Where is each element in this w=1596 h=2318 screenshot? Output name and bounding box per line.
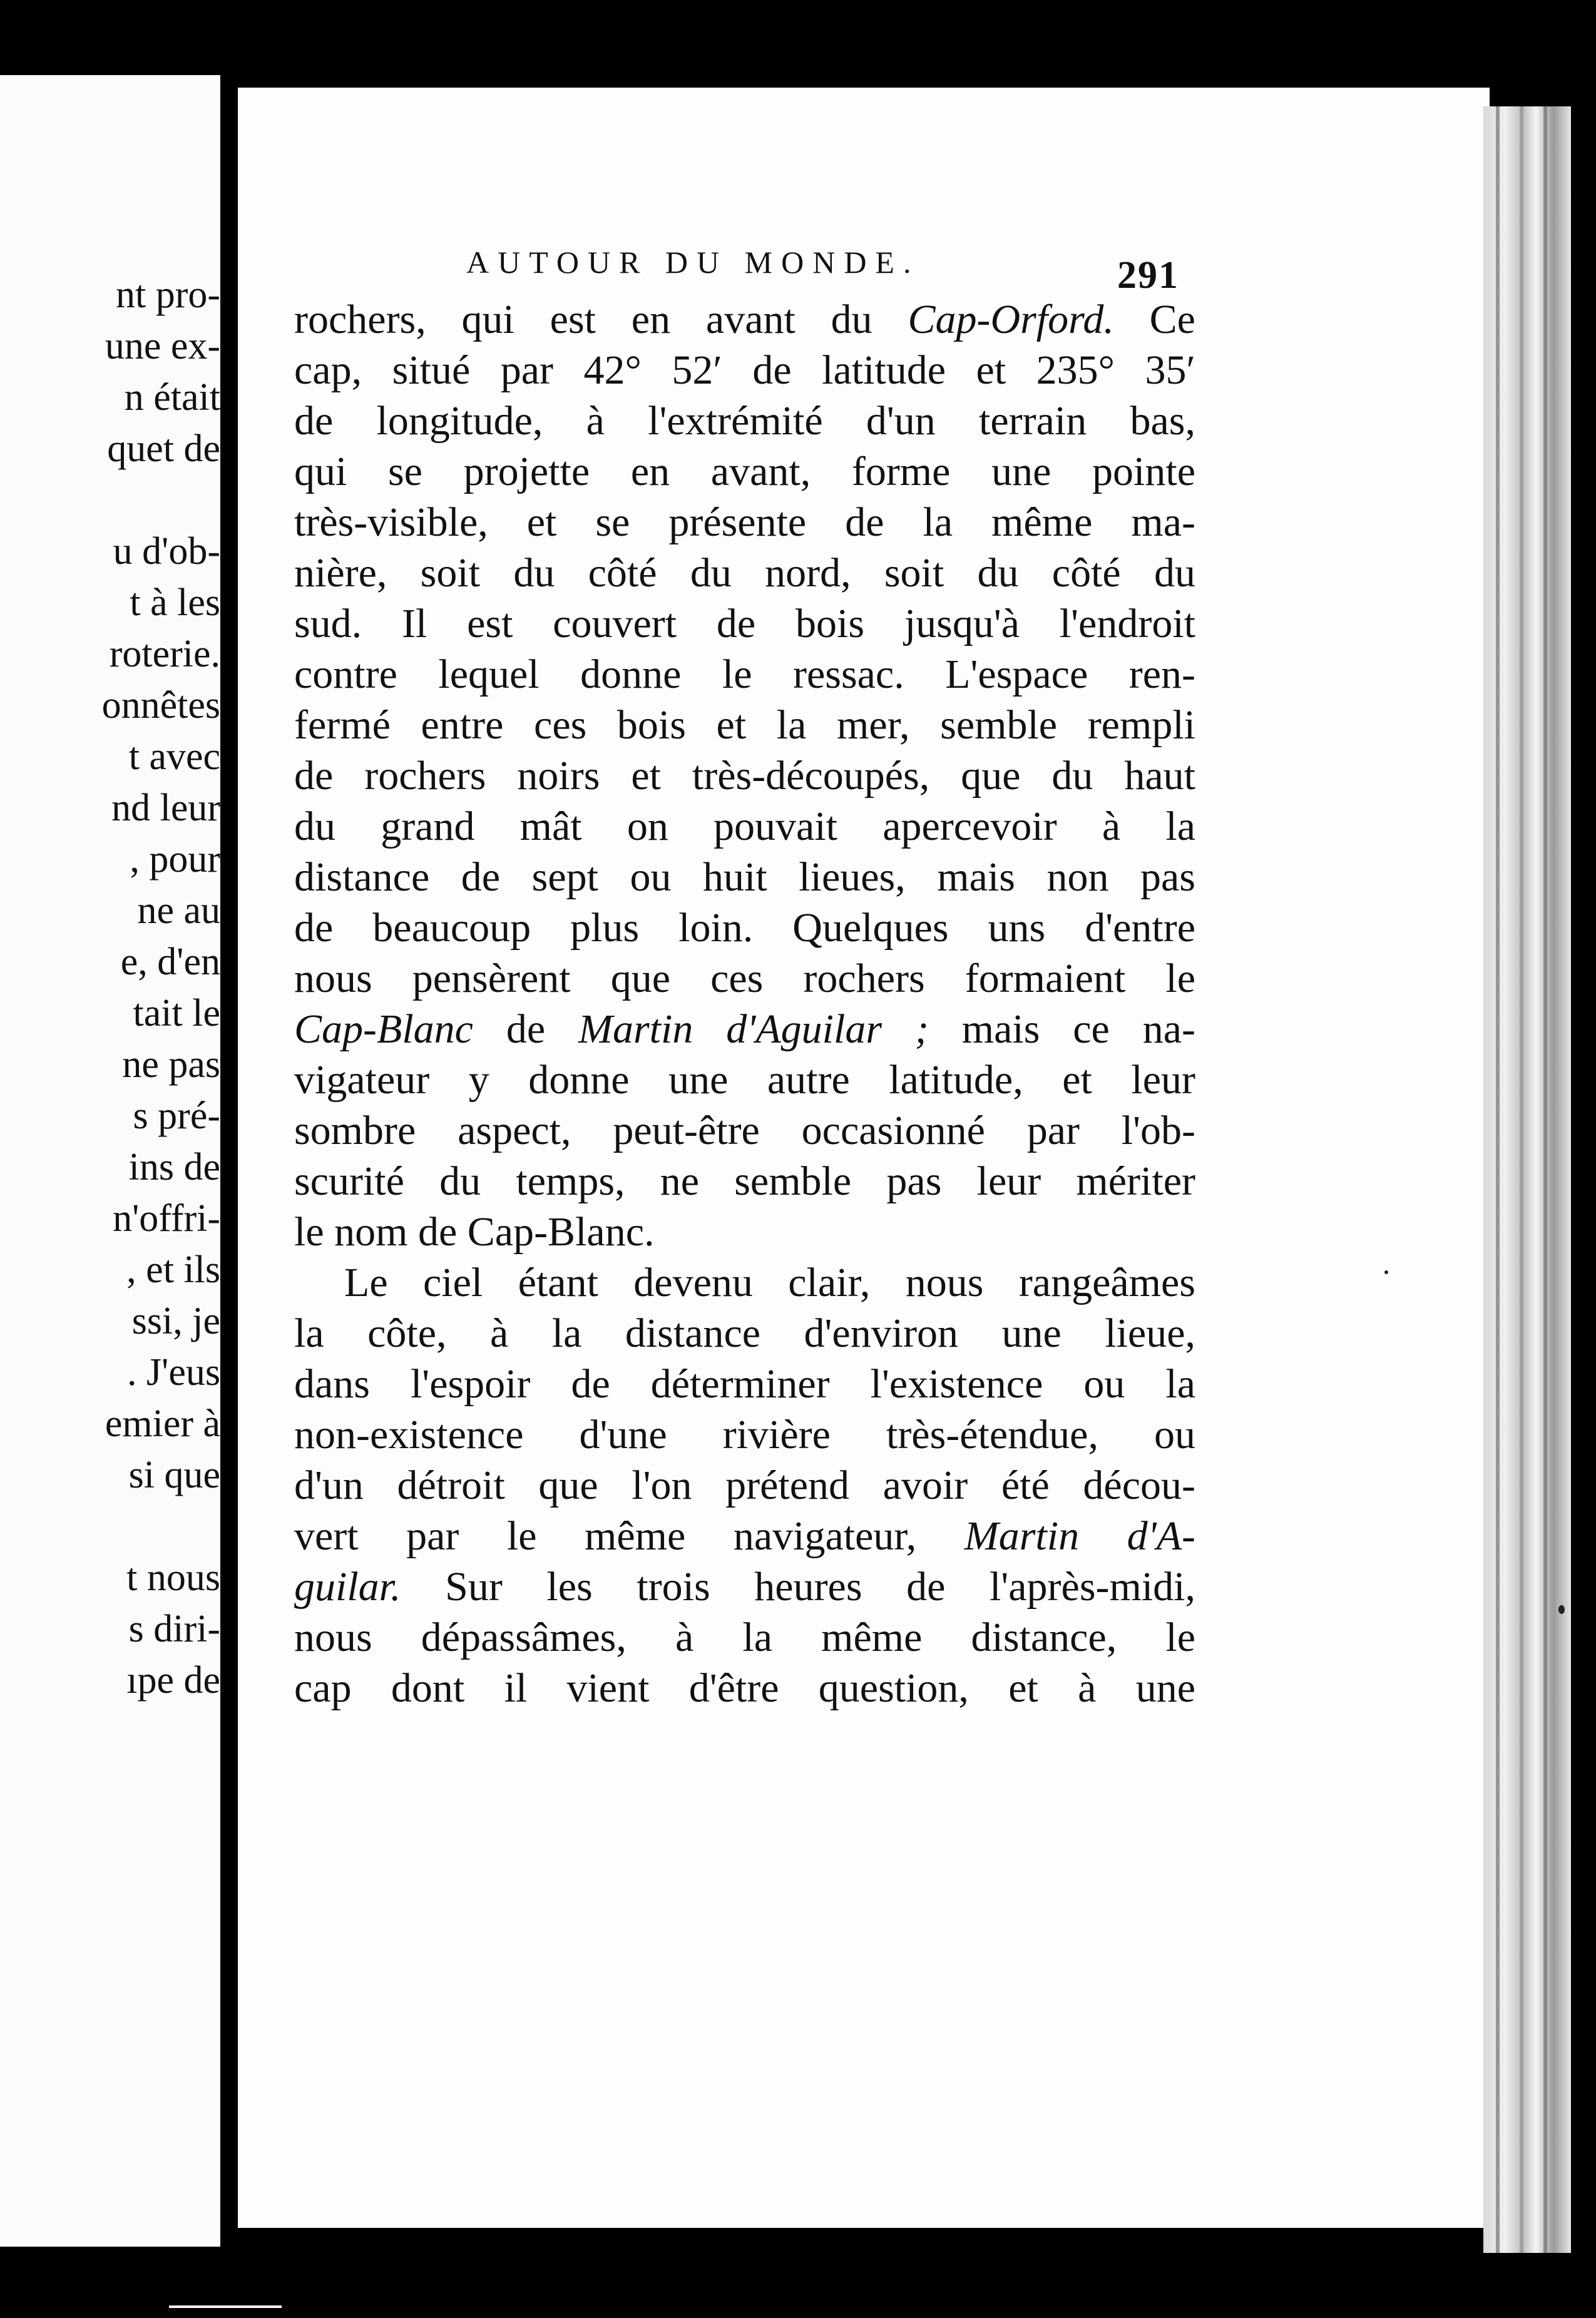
text-line: [294, 548, 1195, 598]
text-segment: fermé entre ces bois et la mer, semble rempli: [294, 702, 1195, 748]
italic-text: Martin d'Aguilar ;: [578, 1006, 929, 1052]
text-line: [294, 750, 1195, 801]
text-line: [294, 1663, 1195, 1713]
facing-page-line: t nous: [126, 1556, 220, 1599]
ink-speck: [1384, 1270, 1388, 1274]
text-segment: rochers, qui est en avant du: [294, 297, 908, 342]
text-line: [294, 1612, 1195, 1663]
text-segment: nous dépassâmes, à la même distance, le: [294, 1615, 1195, 1660]
text-segment: de longitude, à l'extrémité d'un terrain bas,: [294, 398, 1195, 444]
text-line: [294, 700, 1195, 750]
page-number: 291: [1117, 254, 1179, 297]
facing-page-line: nd leur: [111, 787, 220, 829]
running-header: AUTOUR DU MONDE.: [466, 245, 920, 280]
text-line: [294, 1105, 1195, 1156]
facing-page-line: , et ils: [126, 1248, 220, 1291]
text-line: [294, 953, 1195, 1004]
facing-page-line: ne pas: [122, 1043, 220, 1086]
text-segment: très-visible, et se présente de la même ma-: [294, 499, 1195, 545]
italic-text: Martin d'A-: [964, 1513, 1195, 1559]
facing-page-line: ıpe de: [126, 1659, 220, 1702]
facing-page-line: s pré-: [133, 1095, 220, 1137]
text-line: [294, 1359, 1195, 1409]
facing-page-line: t à les: [130, 581, 220, 624]
text-segment: nous pensèrent que ces rochers formaient le: [294, 956, 1195, 1001]
facing-page-line: u d'ob-: [113, 530, 220, 573]
facing-page-line: , pour: [130, 838, 220, 881]
text-segment: mais ce na-: [928, 1006, 1195, 1052]
text-segment: dans l'espoir de déterminer l'existence ou la: [294, 1361, 1195, 1407]
italic-text: guilar.: [294, 1564, 401, 1610]
text-segment: nière, soit du côté du nord, soit du côté du: [294, 550, 1195, 596]
text-line: [294, 396, 1195, 446]
text-line: [294, 497, 1195, 548]
facing-page-line: onnêtes: [101, 684, 220, 727]
facing-page-line: e, d'en: [120, 941, 220, 983]
facing-page-line: tait le: [133, 992, 220, 1034]
facing-page: [0, 75, 220, 2247]
text-line: [294, 1054, 1195, 1105]
facing-page-line: n'offri-: [113, 1197, 220, 1240]
text-line: [294, 852, 1195, 902]
italic-text: Cap-Blanc: [294, 1006, 473, 1052]
facing-page-line: t avec: [128, 735, 220, 778]
scan-mark: [169, 2305, 282, 2308]
facing-page-line: roterie.: [109, 633, 220, 675]
facing-page-line: une ex-: [105, 325, 220, 367]
text-line: [294, 1004, 1195, 1054]
text-line: [294, 446, 1195, 497]
text-segment: le nom de Cap-Blanc.: [294, 1209, 655, 1255]
text-segment: qui se projette en avant, forme une pointe: [294, 449, 1195, 494]
facing-page-line: s diri-: [128, 1608, 220, 1650]
text-segment: de: [473, 1006, 578, 1052]
text-line: [294, 1308, 1195, 1359]
text-segment: cap dont il vient d'être question, et à une: [294, 1665, 1195, 1711]
text-segment: Sur les trois heures de l'après-midi,: [401, 1564, 1195, 1610]
text-segment: cap, situé par 42° 52′ de latitude et 235° 35′: [294, 347, 1195, 393]
page-edge: [1483, 106, 1571, 2253]
text-segment: distance de sept ou huit lieues, mais non pas: [294, 854, 1195, 900]
facing-page-line: ne au: [137, 889, 220, 932]
text-line: [294, 598, 1195, 649]
italic-text: Cap-Orford.: [908, 297, 1114, 342]
text-segment: du grand mât on pouvait apercevoir à la: [294, 804, 1195, 849]
facing-page-line: si que: [128, 1454, 220, 1496]
facing-page-line: . J'eus: [127, 1351, 220, 1394]
facing-page-line: nt pro-: [115, 273, 220, 316]
text-segment: vigateur y donne une autre latitude, et leur: [294, 1057, 1195, 1103]
text-line: [294, 1409, 1195, 1460]
text-segment: vert par le même navigateur,: [294, 1513, 964, 1559]
facing-page-line: ins de: [128, 1146, 220, 1188]
text-segment: Ce: [1113, 297, 1195, 342]
text-line: [294, 345, 1195, 396]
text-segment: Le ciel étant devenu clair, nous rangeâmes: [344, 1260, 1195, 1305]
text-segment: sud. Il est couvert de bois jusqu'à l'endroit: [294, 601, 1195, 646]
text-segment: d'un détroit que l'on prétend avoir été décou-: [294, 1463, 1195, 1508]
facing-page-line: emier à: [105, 1402, 220, 1445]
text-line: [294, 1460, 1195, 1511]
page-edge-streak: [1520, 106, 1523, 2253]
page-edge-streak: [1496, 106, 1500, 2253]
text-line: [294, 1257, 1195, 1308]
body-text: [294, 294, 1195, 1713]
facing-page-line: ssi, je: [131, 1300, 220, 1342]
text-line: [294, 1207, 1195, 1257]
text-segment: contre lequel donne le ressac. L'espace ren-: [294, 651, 1195, 697]
ink-speck: [1558, 1605, 1565, 1614]
facing-page-line: quet de: [107, 427, 220, 470]
text-segment: scurité du temps, ne semble pas leur mériter: [294, 1158, 1195, 1204]
text-segment: de beaucoup plus loin. Quelques uns d'entre: [294, 905, 1195, 951]
text-line: [294, 649, 1195, 700]
text-segment: sombre aspect, peut-être occasionné par l'ob-: [294, 1108, 1195, 1153]
text-segment: la côte, à la distance d'environ une lieue,: [294, 1310, 1195, 1356]
text-line: [294, 1156, 1195, 1207]
page-edge-streak: [1543, 106, 1547, 2253]
text-line: [294, 801, 1195, 852]
text-segment: de rochers noirs et très-découpés, que du haut: [294, 753, 1195, 799]
text-segment: non-existence d'une rivière très-étendue, ou: [294, 1412, 1195, 1458]
text-line: [294, 902, 1195, 953]
text-line: [294, 294, 1195, 345]
facing-page-line: n était: [124, 376, 220, 419]
text-line: [294, 1561, 1195, 1612]
text-line: [294, 1511, 1195, 1561]
